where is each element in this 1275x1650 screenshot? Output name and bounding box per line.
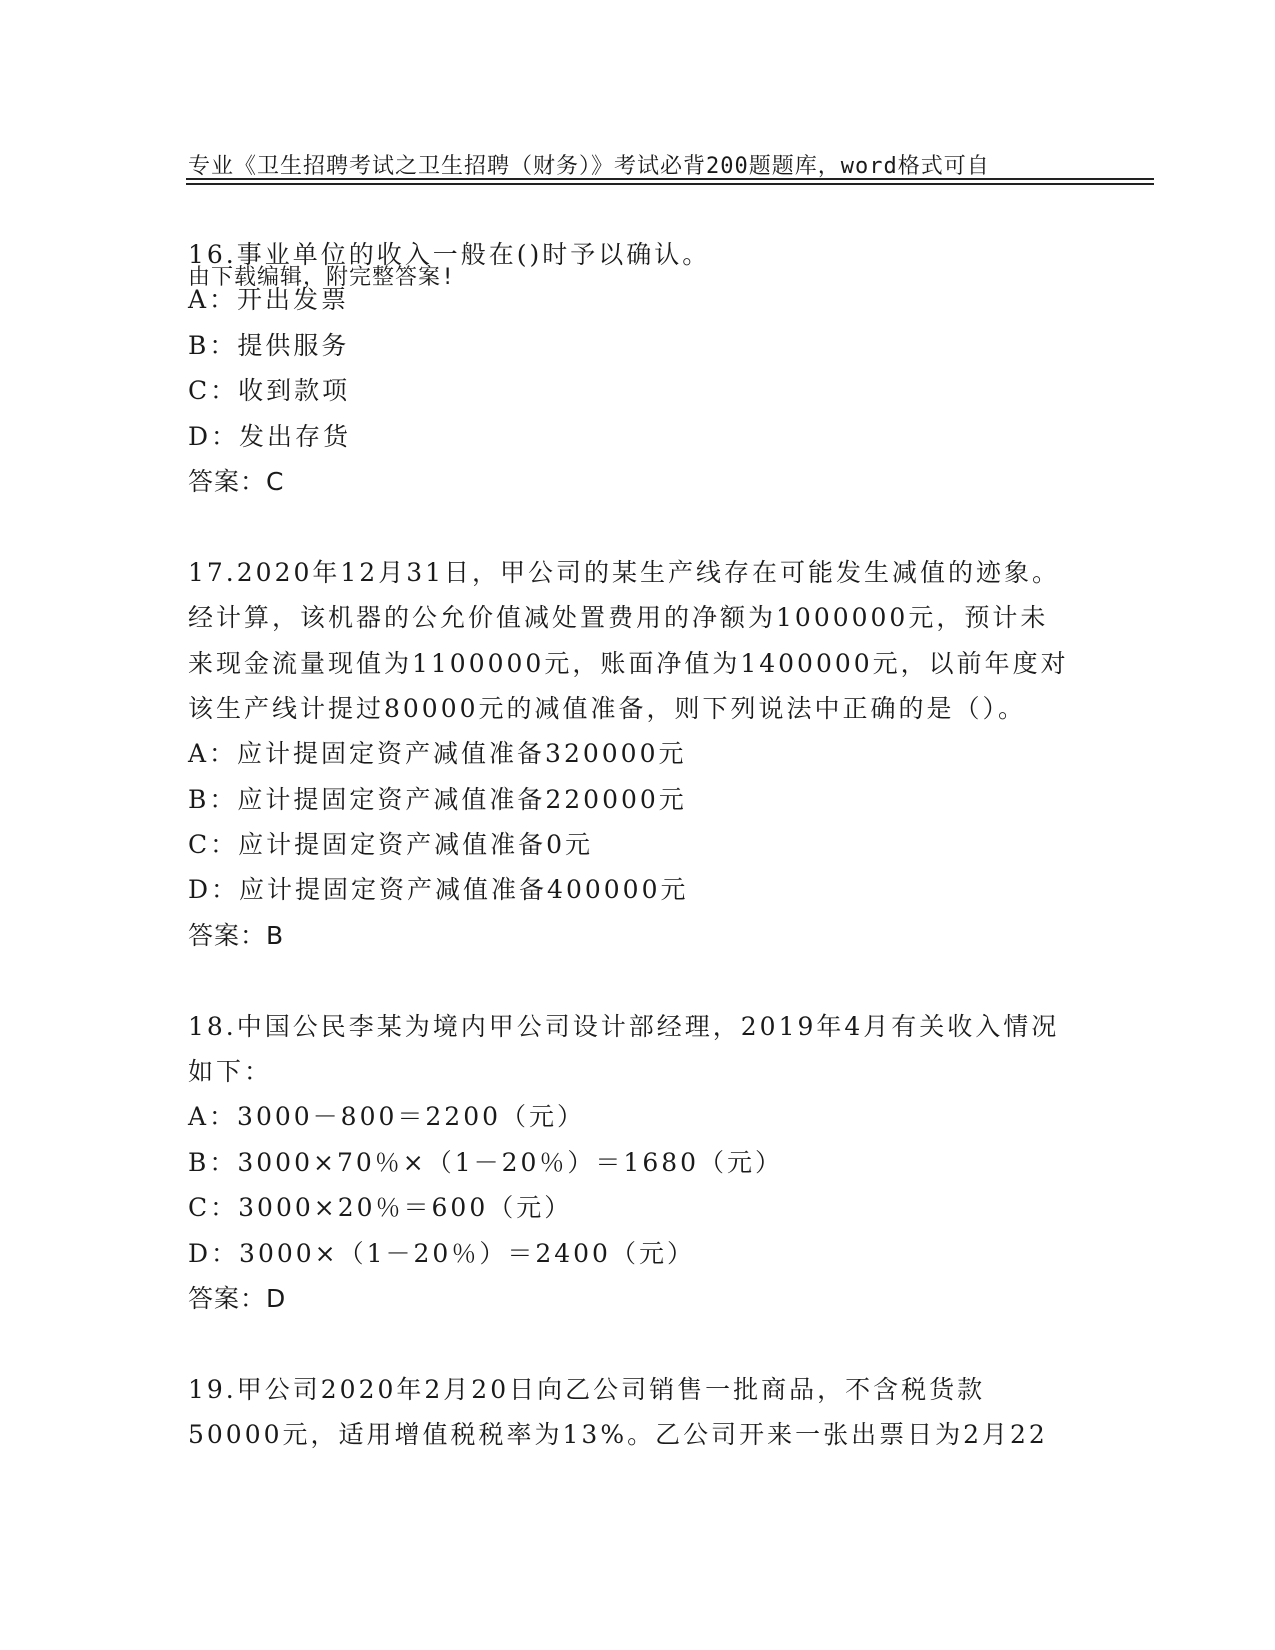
- question-list: [188, 232, 1088, 1458]
- question-stem: 16.事业单位的收入一般在()时予以确认。: [188, 240, 711, 269]
- option-d: D：应计提固定资产减值准备400000元: [188, 875, 689, 905]
- answer: 答案：B: [188, 920, 285, 950]
- option-b: B：3000×70％×（1－20％）＝1680（元）: [188, 1147, 784, 1177]
- question-18: [188, 1004, 1088, 1322]
- question-stem: 19.甲公司2020年2月20日向乙公司销售一批商品，不含税货款: [188, 1374, 986, 1404]
- answer: 答案：C: [188, 466, 285, 496]
- option-b: B：提供服务: [188, 330, 350, 360]
- question-stem: 来现金流量现值为1100000元，账面净值为1400000元，以前年度对: [188, 648, 1069, 678]
- question-stem: 经计算，该机器的公允价值减处置费用的净额为1000000元，预计未: [188, 603, 1049, 633]
- option-a: A：应计提固定资产减值准备320000元: [188, 739, 687, 769]
- header-line-1: 专业《卫生招聘考试之卫生招聘（财务）》考试必背200题题库，word格式可自: [188, 154, 990, 179]
- option-d: D：3000×（1－20％）＝2400（元）: [188, 1238, 695, 1268]
- header-divider-bottom: [186, 183, 1154, 185]
- option-a: A：3000－800＝2200（元）: [188, 1102, 586, 1132]
- option-b: B：应计提固定资产减值准备220000元: [188, 784, 687, 814]
- answer: 答案：D: [188, 1283, 287, 1313]
- question-19: [188, 1367, 1088, 1458]
- question-17: [188, 550, 1088, 959]
- header-divider-top: [186, 178, 1154, 180]
- question-16: [188, 232, 1088, 504]
- option-c: C：收到款项: [188, 376, 351, 406]
- question-stem: 该生产线计提过80000元的减值准备，则下列说法中正确的是（）。: [188, 693, 1027, 723]
- question-stem: 50000元，适用增值税税率为13%。乙公司开来一张出票日为2月22: [188, 1420, 1048, 1450]
- option-d: D：发出存货: [188, 421, 352, 451]
- question-stem: 18.中国公民李某为境内甲公司设计部经理，2019年4月有关收入情况: [188, 1011, 1060, 1041]
- header-line-2: 由下载编辑，附完整答案!: [188, 265, 456, 290]
- option-c: C：应计提固定资产减值准备0元: [188, 830, 594, 860]
- option-a: A：开出发票: [188, 285, 350, 315]
- option-c: C：3000×20％＝600（元）: [188, 1193, 573, 1223]
- question-stem: 如下：: [188, 1057, 273, 1087]
- question-stem: 17.2020年12月31日，甲公司的某生产线存在可能发生减值的迹象。: [188, 557, 1061, 587]
